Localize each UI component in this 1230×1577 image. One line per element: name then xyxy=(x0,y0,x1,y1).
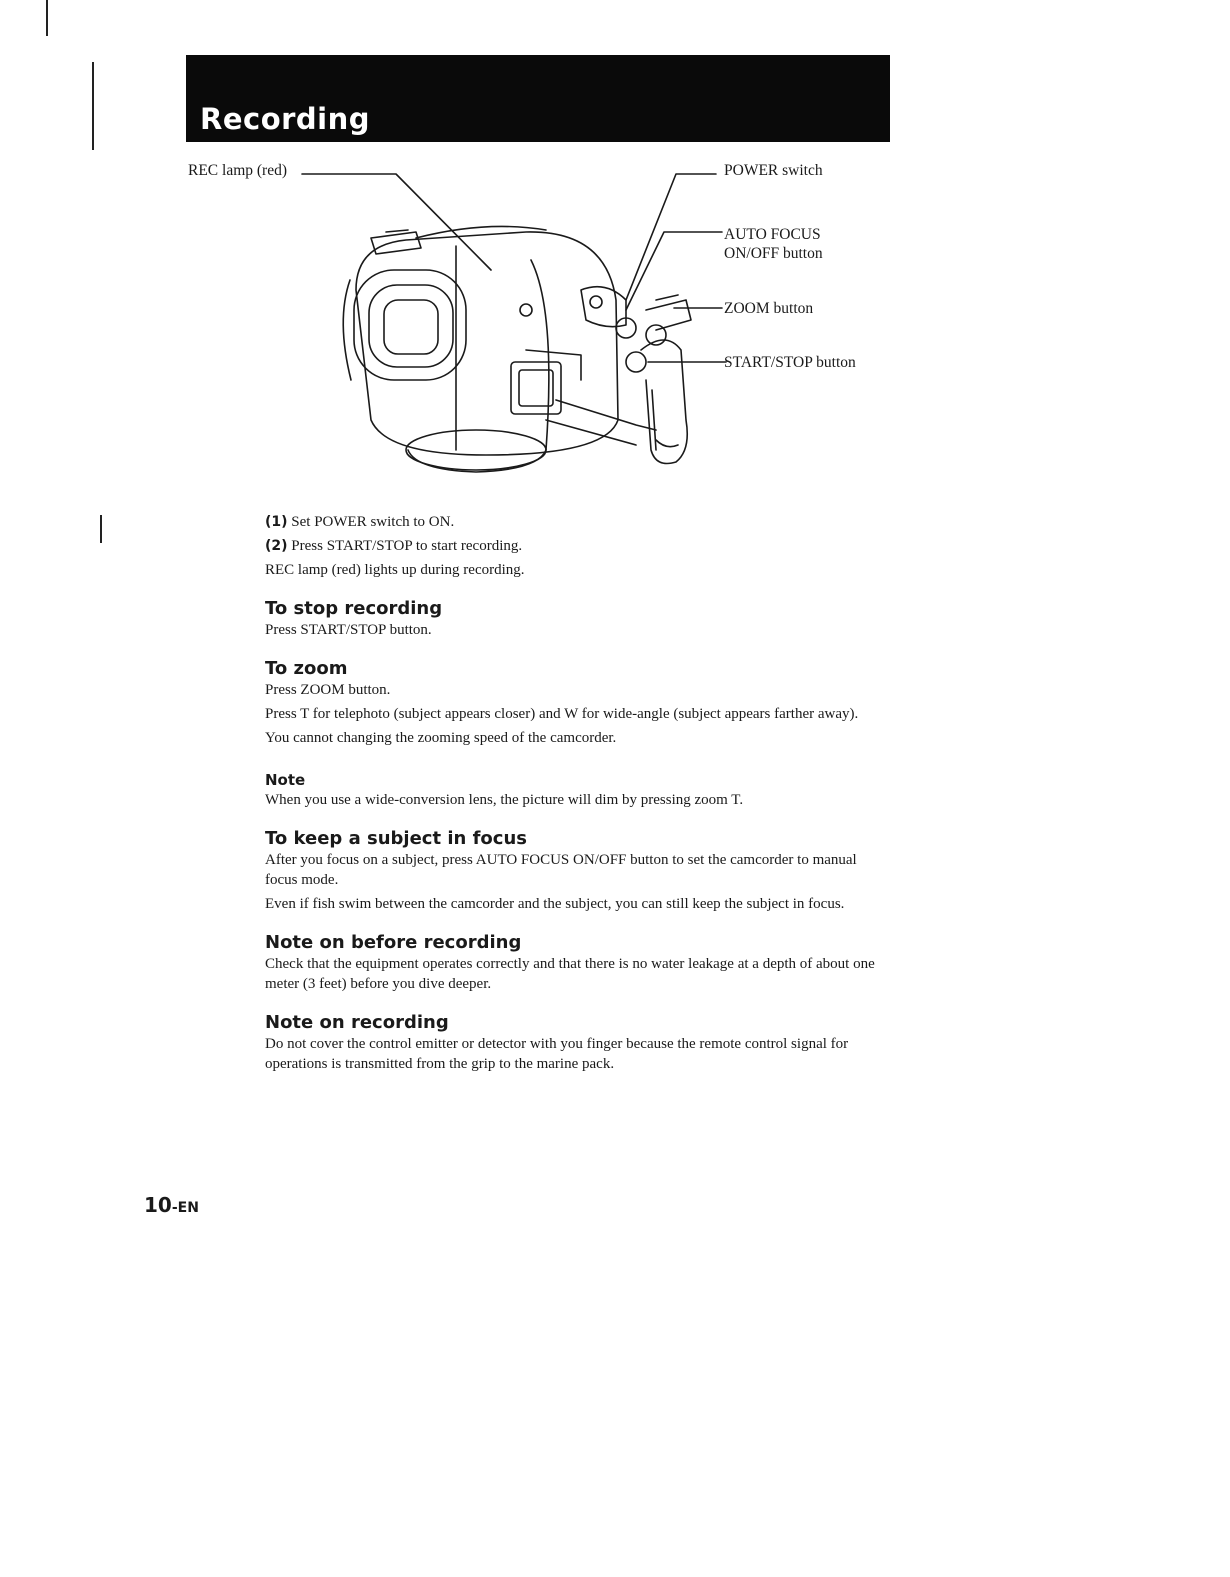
note-body: When you use a wide-conversion lens, the picture will dim by pressing zoom T. xyxy=(265,792,744,808)
rec-lamp-note: REC lamp (red) lights up during recording. xyxy=(265,562,525,578)
heading-keep-focus: To keep a subject in focus xyxy=(265,828,527,849)
callout-rec-lamp: REC lamp (red) xyxy=(188,162,288,179)
leader-line-autofocus xyxy=(626,232,722,310)
callout-auto-focus-line1: AUTO FOCUS xyxy=(724,226,821,243)
stop-recording-body: Press START/STOP button. xyxy=(265,622,432,638)
camcorder-diagram xyxy=(186,150,896,495)
margin-mark xyxy=(92,62,94,150)
camcorder-illustration xyxy=(186,150,896,495)
step-1 xyxy=(265,512,890,532)
zoom-body-1: Press ZOOM button. xyxy=(265,682,391,698)
callout-zoom-button: ZOOM button xyxy=(724,300,814,317)
before-recording-body: Check that the equipment operates correctly and that there is no water leakage at a depth of about one meter (3 feet) before you dive deeper. xyxy=(265,956,875,992)
zoom-body-3: You cannot changing the zooming speed of the camcorder. xyxy=(265,730,617,746)
step-text: Set POWER switch to ON. xyxy=(291,514,455,530)
margin-mark xyxy=(100,515,102,543)
step-number: (2) xyxy=(265,538,288,554)
page-number-value: 10 xyxy=(144,1193,172,1217)
zoom-body-2: Press T for telephoto (subject appears closer) and W for wide-angle (subject appears farther away). xyxy=(265,706,859,722)
leader-line-rec-lamp xyxy=(302,174,491,270)
heading-stop-recording: To stop recording xyxy=(265,598,443,619)
callout-start-stop-button: START/STOP button xyxy=(724,354,856,371)
on-recording-body: Do not cover the control emitter or detector with you finger because the remote control signal for operations is transmitted from the grip to the marine pack. xyxy=(265,1036,849,1072)
heading-zoom: To zoom xyxy=(265,658,348,679)
callout-auto-focus-line2: ON/OFF button xyxy=(724,245,823,262)
heading-note-before-recording: Note on before recording xyxy=(265,932,522,953)
instruction-content xyxy=(265,512,890,1078)
margin-mark xyxy=(46,0,48,36)
page-number-suffix: -EN xyxy=(171,1200,199,1216)
page-title: Recording xyxy=(200,102,371,136)
focus-body-1: After you focus on a subject, press AUTO FOCUS ON/OFF button to set the camcorder to manual focus mode. xyxy=(265,852,857,888)
focus-body-2: Even if fish swim between the camcorder and the subject, you can still keep the subject in focus. xyxy=(265,896,845,912)
page-number xyxy=(144,1193,199,1217)
section-header-bar xyxy=(186,55,890,142)
callout-power-switch: POWER switch xyxy=(724,162,823,179)
step-text: Press START/STOP to start recording. xyxy=(291,538,523,554)
step-2 xyxy=(265,536,890,556)
heading-note: Note xyxy=(265,771,306,789)
heading-note-on-recording: Note on recording xyxy=(265,1012,449,1033)
step-number: (1) xyxy=(265,514,288,530)
